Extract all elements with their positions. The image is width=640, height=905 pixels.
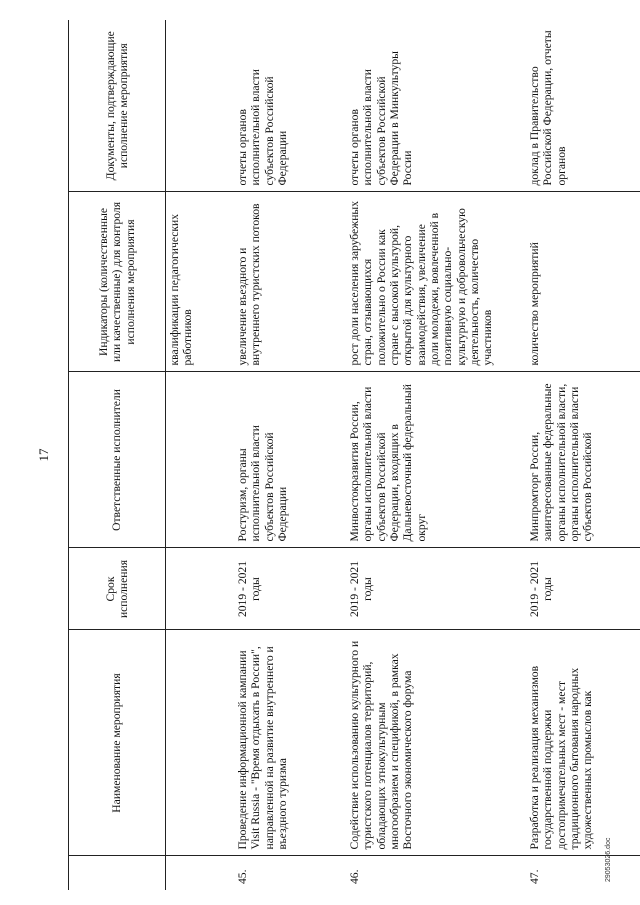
cell-executors: Минпромторг России, заинтересованные федеральные органы исполнительной власти, органы исполнительной власти субъектов Российской [522, 372, 640, 548]
header-indicators: Индикаторы (количественные или качественные) для контроля исполнения мероприятия [69, 192, 166, 372]
cell-documents: отчеты органов исполнительной власти субъектов Российской Федерации [212, 20, 342, 192]
cell-empty [166, 20, 213, 192]
cell-empty [166, 856, 213, 890]
cell-indicators: квалификации педагогических работников [166, 192, 213, 372]
cell-empty [166, 548, 213, 630]
cell-documents: доклад в Правительство Российской Федерации, отчеты органов [522, 20, 640, 192]
measures-table [68, 20, 640, 890]
cell-number: 47. [528, 869, 541, 884]
rotated-landscape-page [28, 20, 618, 890]
table-row [342, 20, 522, 890]
cell-empty [166, 630, 213, 856]
cell-measure-name: Проведение информационной кампании Visit Russia - "Время отдыхать в России", направленной на развитие внутреннего и въездного туризма [212, 630, 342, 856]
cell-indicators: рост доли населения зарубежных стран, отзывающихся положительно о России как стране с высокой культурой, открытой для культурного взаимодействия, увеличение доли молодежи, вовлеченной в позитивную социально-культурную и добровольческую деятельность, количество участников [342, 192, 522, 372]
cell-empty [166, 372, 213, 548]
cell-indicators: увеличение въездного и внутреннего туристских потоков [212, 192, 342, 372]
table-header-row [69, 20, 166, 890]
cell-executors: Ростуризм, органы исполнительной власти субъектов Российской Федерации [212, 372, 342, 548]
cell-number: 45. [236, 869, 249, 884]
cell-number: 46. [348, 869, 361, 884]
page-number: 17 [36, 448, 51, 462]
table-row [212, 20, 342, 890]
header-number [69, 856, 166, 890]
header-term: Срок исполнения [69, 548, 166, 630]
table-row [522, 20, 640, 890]
cell-term: 2019 - 2021 годы [342, 548, 522, 630]
table-row-continuation [166, 20, 213, 890]
cell-executors: Минвостокразвития России, органы исполнительной власти субъектов Российской Федерации, входящих в Дальневосточный федеральный округ [342, 372, 522, 548]
cell-documents: отчеты органов исполнительной власти субъектов Российской Федерации в Минкультуры России [342, 20, 522, 192]
cell-indicators: количество мероприятий [522, 192, 640, 372]
cell-measure-name: Разработка и реализация механизмов государственной поддержки достопримечательных мест - мест традиционного бытования народных художественных промыслов как [522, 630, 640, 856]
cell-term: 2019 - 2021 годы [522, 548, 640, 630]
header-executors: Ответственные исполнители [69, 372, 166, 548]
header-documents: Документы, подтверждающие исполнение мероприятия [69, 20, 166, 192]
document-id: 29053026.doc [605, 837, 612, 882]
cell-term: 2019 - 2021 годы [212, 548, 342, 630]
cell-measure-name: Содействие использованию культурного и туристского потенциалов территорий, обладающих этнокультурным многообразием и спецификой, в рамках Восточного экономического форума [342, 630, 522, 856]
header-measure-name: Наименование мероприятия [69, 630, 166, 856]
